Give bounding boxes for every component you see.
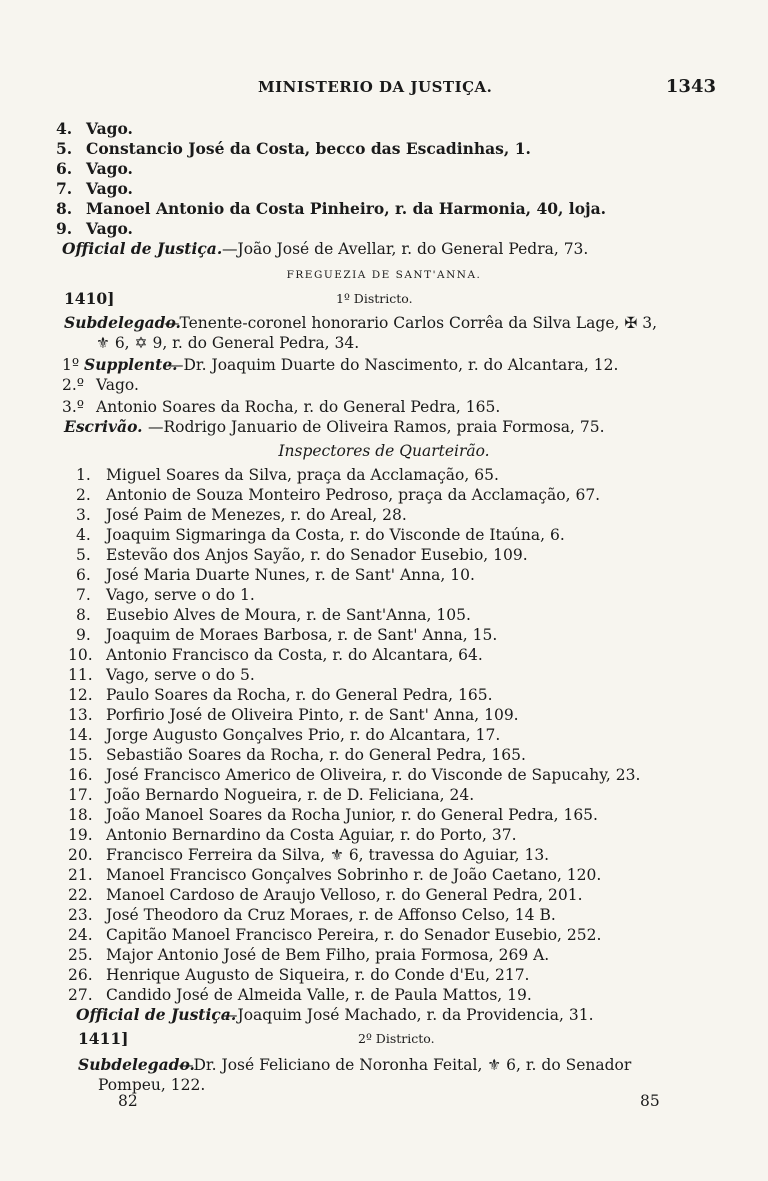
supplente-line: 2.º Vago. [62, 376, 139, 394]
section-header: 1410] 1º Districto. [64, 289, 413, 308]
list-item: 17. João Bernardo Nogueira, r. de D. Feliciana, 24. [68, 786, 475, 804]
list-item: 24. Capitão Manoel Francisco Pereira, r. do Senador Eusebio, 252. [68, 926, 602, 944]
entry-line: 6. Vago. [56, 159, 133, 178]
subdelegado-line: ⚜ 6, ✡ 9, r. do General Pedra, 34. [96, 334, 360, 352]
list-item: 4. Joaquim Sigmaringa da Costa, r. do Visconde de Itaúna, 6. [76, 526, 565, 544]
list-item: 10. Antonio Francisco da Costa, r. do Alcantara, 64. [68, 646, 483, 664]
entry-line: 7. Vago. [56, 179, 133, 198]
subdelegado-line: Subdelegado. —Tenente-coronel honorario Carlos Corrêa da Silva Lage, ✠ 3, [64, 313, 658, 332]
list-item: 26. Henrique Augusto de Siqueira, r. do Conde d'Eu, 217. [68, 966, 530, 984]
list-item: 5. Estevão dos Anjos Sayão, r. do Senador Eusebio, 109. [76, 546, 528, 564]
list-item: 6. José Maria Duarte Nunes, r. de Sant' Anna, 10. [76, 566, 475, 584]
list-item: 13. Porfirio José de Oliveira Pinto, r. de Sant' Anna, 109. [68, 706, 519, 724]
entry-line: 5. Constancio José da Costa, becco das Escadinhas, 1. [56, 139, 531, 158]
list-item: 20. Francisco Ferreira da Silva, ⚜ 6, travessa do Aguiar, 13. [68, 846, 550, 864]
official-line: Official de Justiça. —João José de Avellar, r. do General Pedra, 73. [62, 239, 589, 258]
inspectors-heading: Inspectores de Quarteirão. [278, 442, 490, 460]
official-line: Official de Justiça. —Joaquim José Machado, r. da Providencia, 31. [76, 1005, 594, 1024]
entry-line: 8. Manoel Antonio da Costa Pinheiro, r. da Harmonia, 40, loja. [56, 199, 607, 218]
subdelegado-line: Subdelegado. —Dr. José Feliciano de Noronha Feital, ⚜ 6, r. do Senador [78, 1055, 632, 1074]
list-item: 19. Antonio Bernardino da Costa Aguiar, r. do Porto, 37. [68, 826, 517, 844]
list-item: 23. José Theodoro da Cruz Moraes, r. de Affonso Celso, 14 B. [68, 906, 556, 924]
list-item: 15. Sebastião Soares da Rocha, r. do General Pedra, 165. [68, 746, 526, 764]
list-item: 2. Antonio de Souza Monteiro Pedroso, praça da Acclamação, 67. [76, 486, 601, 504]
parish-heading: FREGUEZIA DE SANT'ANNA. [286, 269, 482, 281]
escrivao-line: Escrivão. —Rodrigo Januario de Oliveira Ramos, praia Formosa, 75. [64, 417, 605, 436]
list-item: 7. Vago, serve o do 1. [76, 586, 255, 604]
footer-signature-right: 85 [640, 1092, 660, 1110]
list-item: 3. José Paim de Menezes, r. do Areal, 28. [76, 506, 407, 524]
list-item: 1. Miguel Soares da Silva, praça da Acclamação, 65. [76, 466, 499, 484]
section-header: 1411] 2º Districto. [78, 1029, 435, 1048]
running-header [0, 78, 768, 102]
list-item: 22. Manoel Cardoso de Araujo Velloso, r. do General Pedra, 201. [68, 886, 583, 904]
list-item: 12. Paulo Soares da Rocha, r. do General Pedra, 165. [68, 686, 493, 704]
list-item: 8. Eusebio Alves de Moura, r. de Sant'Anna, 105. [76, 606, 471, 624]
list-item: 27. Candido José de Almeida Valle, r. de Paula Mattos, 19. [68, 986, 532, 1004]
supplente-line: 3.º Antonio Soares da Rocha, r. do General Pedra, 165. [62, 398, 501, 416]
list-item: 11. Vago, serve o do 5. [68, 666, 255, 684]
header-title: MINISTERIO DA JUSTIÇA. [258, 78, 493, 96]
page-footer [0, 1090, 768, 1112]
list-item: 18. João Manoel Soares da Rocha Junior, r. do General Pedra, 165. [68, 806, 598, 824]
entry-line: 9. Vago. [56, 219, 133, 238]
list-item: 14. Jorge Augusto Gonçalves Prio, r. do Alcantara, 17. [68, 726, 501, 744]
footer-signature-left: 82 [118, 1092, 138, 1110]
list-item: 16. José Francisco Americo de Oliveira, r. do Visconde de Sapucahy, 23. [68, 766, 641, 784]
list-item: 9. Joaquim de Moraes Barbosa, r. de Sant' Anna, 15. [76, 626, 498, 644]
page-number: 1343 [665, 76, 716, 97]
supplente-line: 1º Supplente. —Dr. Joaquim Duarte do Nascimento, r. do Alcantara, 12. [62, 355, 619, 374]
entry-line: 4. Vago. [56, 119, 133, 138]
list-item: 21. Manoel Francisco Gonçalves Sobrinho r. de João Caetano, 120. [68, 866, 602, 884]
list-item: 25. Major Antonio José de Bem Filho, praia Formosa, 269 A. [68, 946, 550, 964]
subdelegado-line: Pompeu, 122. [98, 1076, 206, 1094]
